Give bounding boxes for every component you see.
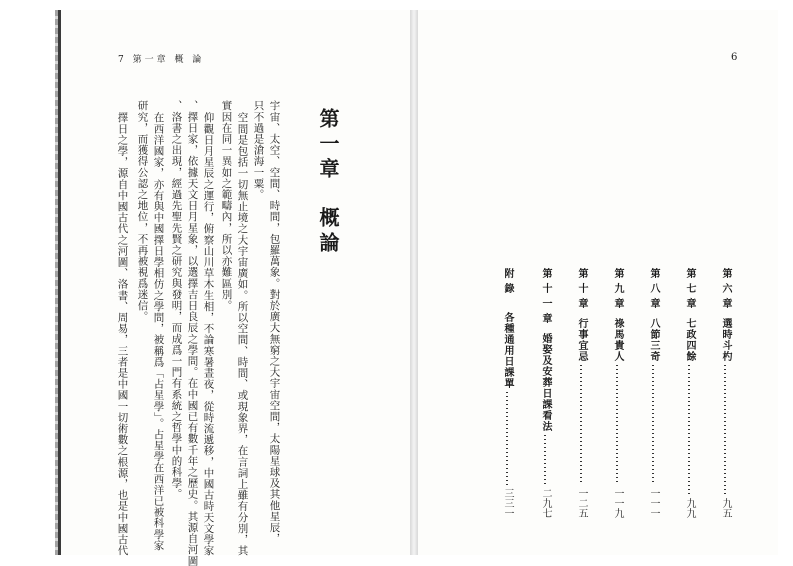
- toc-entry: [646, 268, 660, 518]
- toc-chapter-title: 八節三奇: [648, 318, 659, 362]
- toc-leader-dots: [506, 392, 508, 485]
- toc-chapter-number: 第十一章: [540, 268, 551, 328]
- toc-chapter-title: 七政四餘: [684, 318, 695, 362]
- toc-page-number: 九五: [720, 498, 731, 518]
- body-column: 仰觀日月星辰之運行，俯察山川草木生相，不論寒暑晝夜，從時流遞移，中國古時天文學家: [202, 112, 215, 556]
- toc-chapter-number: 第十章: [576, 268, 587, 313]
- toc-page-number: 九九: [684, 498, 695, 518]
- toc-page-number: 一一九: [612, 488, 623, 518]
- toc-chapter-number: 第八章: [648, 268, 659, 313]
- chapter-name: 概論: [316, 207, 340, 257]
- toc-entry: [610, 268, 624, 518]
- toc-chapter-title: 各種通用日課單: [502, 312, 513, 389]
- body-column: 宇宙、太空、空間、時間，包羅萬象。對於廣大無窮之大宇宙空間，太陽星球及其他星辰，: [268, 100, 281, 544]
- running-header: 7 第一章 概 論: [118, 55, 205, 65]
- toc-chapter-title: 祿馬貴人: [612, 318, 623, 362]
- toc-page-number: 一一一: [648, 488, 659, 518]
- body-column: 實因在同一異如之範疇內，所以亦難區別。: [220, 100, 233, 311]
- toc-leader-dots: [616, 365, 618, 485]
- toc-chapter-number: 第七章: [684, 268, 695, 313]
- book-gutter: [410, 10, 418, 555]
- left-page: [58, 10, 413, 555]
- body-column: 、擇日家，依據天文日月星象，以選擇吉日良辰之學問。在中國已有數千年之歷史。其源自河圖: [186, 100, 199, 566]
- page-number: 6: [731, 52, 738, 63]
- toc-entry: [718, 268, 732, 518]
- toc-chapter-number: 第九章: [612, 268, 623, 313]
- toc-leader-dots: [652, 365, 654, 485]
- chapter-title: [318, 108, 338, 257]
- toc-leader-dots: [544, 435, 546, 485]
- body-column: 擇日之學，源自中國古代之河圖、洛書、周易，三者是中國一切術數之根源，也是中國古代: [116, 112, 129, 556]
- chapter-number: 第一章: [316, 108, 340, 183]
- toc-chapter-number: 第六章: [720, 268, 731, 313]
- toc-page-number: 一二五: [576, 488, 587, 518]
- toc-page-number: 二九七: [540, 488, 551, 518]
- toc-entry: [682, 268, 696, 518]
- body-column: 在西洋國家，亦有與中國擇日學相仿之學問，被稱爲「占星學」。占星學在西洋已被科學家: [152, 112, 165, 551]
- toc-chapter-number: 附錄: [502, 268, 513, 298]
- toc-chapter-title: 行事宜忌: [576, 318, 587, 362]
- toc-leader-dots: [580, 365, 582, 485]
- toc-page-number: 三三一: [502, 488, 513, 518]
- toc-entry: [500, 268, 514, 518]
- toc-leader-dots: [688, 365, 690, 495]
- toc-entry: [574, 268, 588, 518]
- toc-entry: [538, 268, 552, 518]
- toc-leader-dots: [724, 365, 726, 495]
- toc-chapter-title: 婚娶及安葬日課看法: [540, 333, 551, 432]
- body-column: 空間是包括一切無止境之大宇宙廣如。所以空間、時間、或現象界，在言詞上雖有分別，其: [236, 112, 249, 556]
- toc-chapter-title: 選時斗杓: [720, 318, 731, 362]
- body-column: 研究，而獲得公認之地位，不再被視爲迷信。: [136, 100, 149, 322]
- body-column: 只不過是滄海一粟。: [252, 100, 265, 200]
- body-column: 、洛書之出現，經過先聖先賢之研究與發明，而成爲一門有系統之哲學中的科學。: [170, 100, 183, 500]
